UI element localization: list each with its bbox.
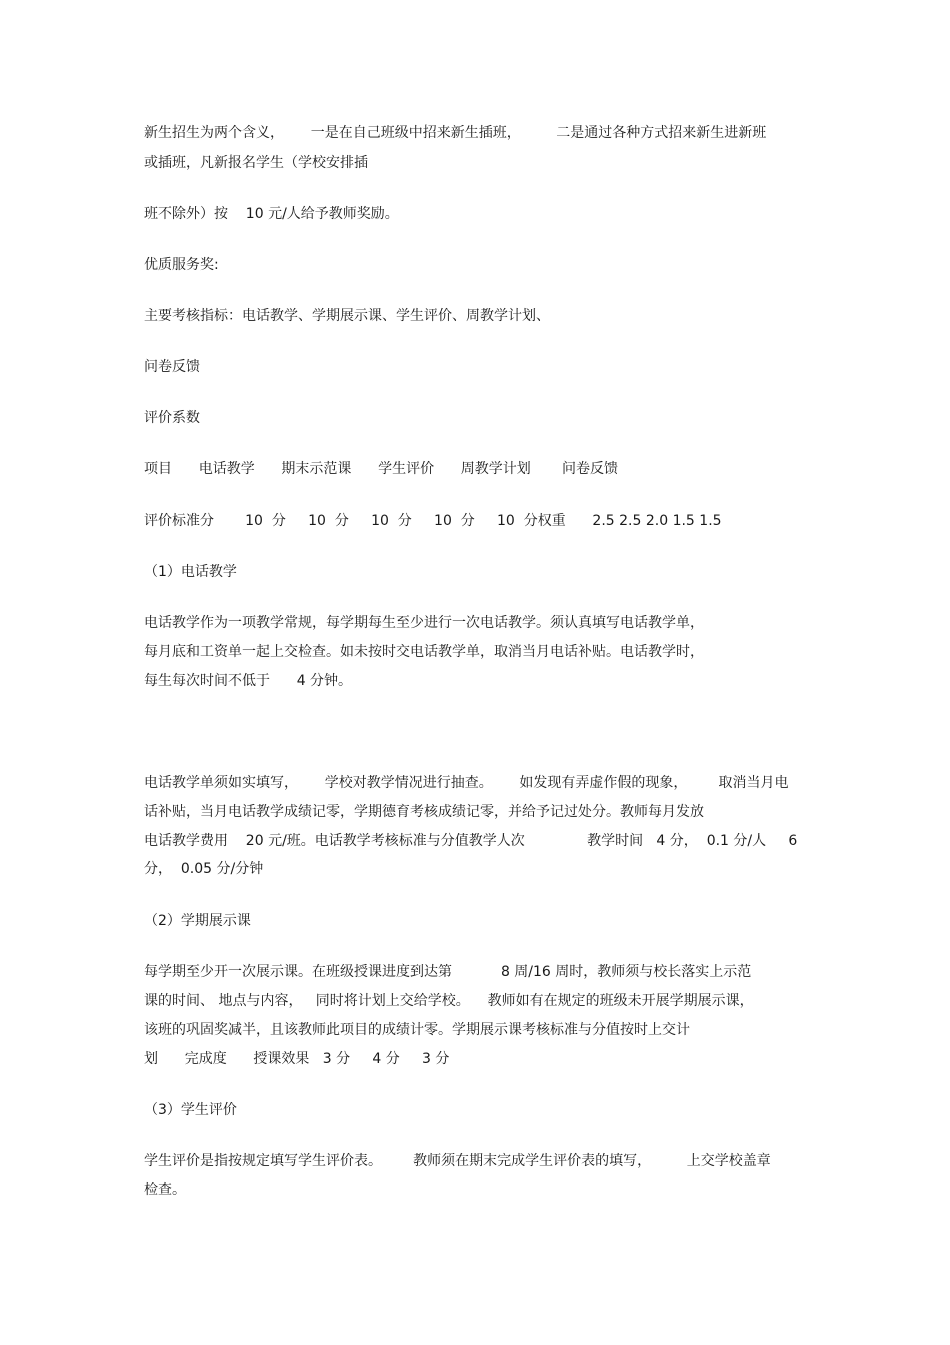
table-header-line: 项目 电话教学 期末示范课 学生评价 周教学计划 问卷反馈 — [144, 461, 618, 477]
text-line: 或插班，凡新报名学生（学校安排插 — [144, 155, 368, 171]
text-line: 问卷反馈 — [144, 359, 200, 375]
text-line: 学生评价是指按规定填写学生评价表。 教师须在期末完成学生评价表的填写， 上交学校盖章 — [144, 1153, 771, 1169]
text-line: 新生招生为两个含义， 一是在自己班级中招来新生插班， 二是通过各种方式招来新生进新班 — [144, 125, 767, 141]
text-line: 主要考核指标：电话教学、学期展示课、学生评价、周教学计划、 — [144, 308, 550, 324]
section-heading: 优质服务奖: — [144, 257, 219, 273]
subsection-heading: （1）电话教学 — [144, 564, 237, 580]
text-line: 评价系数 — [144, 410, 200, 426]
subsection-heading: （2）学期展示课 — [144, 913, 251, 929]
table-values-line: 评价标准分 10 分 10 分 10 分 10 分 10 分权重 2.5 2.5 2.0 1.5 1.5 — [144, 513, 722, 529]
text-line: 电话教学作为一项教学常规，每学期每生至少进行一次电话教学。须认真填写电话教学单， — [144, 615, 704, 631]
text-line: 课的时间、 地点与内容， 同时将计划上交给学校。 教师如有在规定的班级未开展学期展示课， — [144, 993, 754, 1009]
text-line: 检查。 — [144, 1182, 186, 1198]
text-line: 分， 0.05 分/分钟 — [144, 861, 264, 877]
text-line: 每月底和工资单一起上交检查。如未按时交电话教学单，取消当月电话补贴。电话教学时， — [144, 644, 704, 660]
subsection-heading: （3）学生评价 — [144, 1102, 237, 1118]
text-line: 每学期至少开一次展示课。在班级授课进度到达第 8 周/16 周时，教师须与校长落实上示范 — [144, 964, 752, 980]
text-line: 电话教学单须如实填写， 学校对教学情况进行抽查。 如发现有弄虚作假的现象， 取消当月电 — [144, 775, 789, 791]
text-line: 班不除外）按 10 元/人给予教师奖励。 — [144, 206, 399, 222]
text-line: 话补贴，当月电话教学成绩记零，学期德育考核成绩记零，并给予记过处分。教师每月发放 — [144, 804, 704, 820]
text-line: 每生每次时间不低于 4 分钟。 — [144, 673, 353, 689]
text-line: 该班的巩固奖减半，且该教师此项目的成绩计零。学期展示课考核标准与分值按时上交计 — [144, 1022, 690, 1038]
text-line: 划 完成度 授课效果 3 分 4 分 3 分 — [144, 1051, 450, 1067]
text-line: 电话教学费用 20 元/班。电话教学考核标准与分值教学人次 教学时间 4 分， 0.1 分/人 6 — [144, 833, 798, 849]
